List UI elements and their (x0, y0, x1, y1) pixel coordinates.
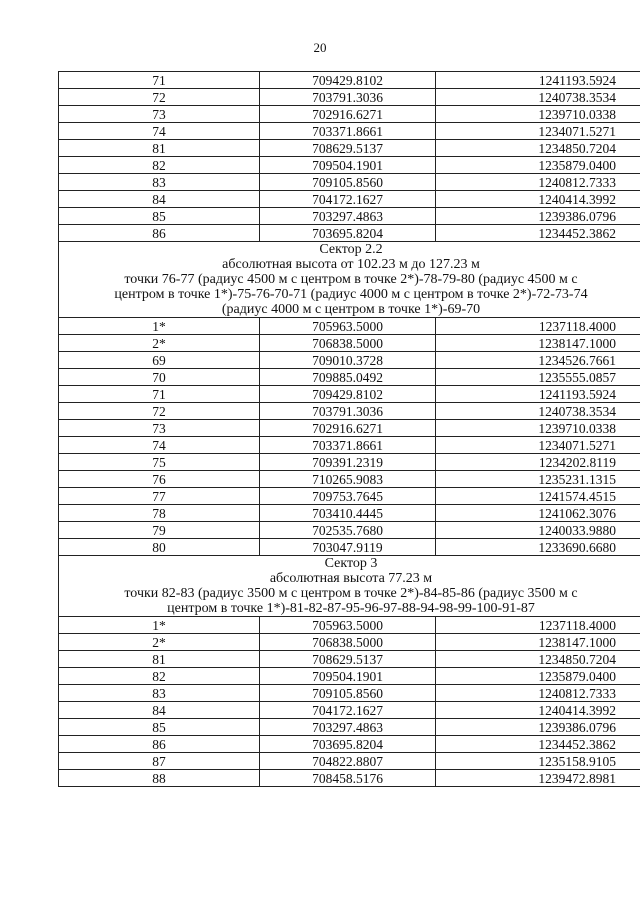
x-coordinate-cell: 703791.3036 (260, 89, 436, 106)
y-coordinate-cell: 1240738.3534 (436, 403, 640, 420)
table-row (59, 539, 640, 556)
y-coordinate-cell: 1234071.5271 (436, 437, 640, 454)
x-coordinate-cell: 705963.5000 (260, 617, 436, 634)
y-coordinate-cell: 1235158.9105 (436, 753, 640, 770)
sector-description-line: центром в точке 1*)-81-82-87-95-96-97-88-94-98-99-100-91-87 (167, 601, 535, 616)
y-coordinate-cell: 1237118.4000 (436, 318, 640, 335)
y-coordinate-cell: 1241193.5924 (436, 72, 640, 89)
table-row (59, 685, 640, 702)
x-coordinate-cell: 709504.1901 (260, 157, 436, 174)
x-coordinate-cell: 710265.9083 (260, 471, 436, 488)
table-row (59, 454, 640, 471)
point-number-cell: 72 (59, 89, 260, 106)
table-row (59, 123, 640, 140)
point-number-cell: 82 (59, 668, 260, 685)
point-number-cell: 71 (59, 386, 260, 403)
table-row (59, 369, 640, 386)
x-coordinate-cell: 708629.5137 (260, 140, 436, 157)
table-row (59, 420, 640, 437)
x-coordinate-cell: 709753.7645 (260, 488, 436, 505)
y-coordinate-cell: 1234202.8119 (436, 454, 640, 471)
table-row (59, 386, 640, 403)
point-number-cell: 72 (59, 403, 260, 420)
x-coordinate-cell: 703410.4445 (260, 505, 436, 522)
y-coordinate-cell: 1238147.1000 (436, 634, 640, 651)
sector-title: Сектор 2.2 (319, 242, 383, 257)
sector-description-line: (радиус 4000 м с центром в точке 1*)-69-70 (221, 302, 481, 317)
table-row (59, 488, 640, 505)
x-coordinate-cell: 709504.1901 (260, 668, 436, 685)
y-coordinate-cell: 1240414.3992 (436, 702, 640, 719)
x-coordinate-cell: 703371.8661 (260, 437, 436, 454)
sector-3-rows (59, 617, 640, 787)
point-number-cell: 88 (59, 770, 260, 787)
point-number-cell: 1* (59, 318, 260, 335)
table-row (59, 72, 640, 89)
point-number-cell: 80 (59, 539, 260, 556)
y-coordinate-cell: 1238147.1000 (436, 335, 640, 352)
x-coordinate-cell: 709010.3728 (260, 352, 436, 369)
y-coordinate-cell: 1235879.0400 (436, 668, 640, 685)
point-number-cell: 71 (59, 72, 260, 89)
x-coordinate-cell: 703695.8204 (260, 736, 436, 753)
table-row (59, 651, 640, 668)
x-coordinate-cell: 706838.5000 (260, 634, 436, 651)
point-number-cell: 76 (59, 471, 260, 488)
point-number-cell: 86 (59, 225, 260, 242)
y-coordinate-cell: 1239710.0338 (436, 106, 640, 123)
point-number-cell: 81 (59, 651, 260, 668)
point-number-cell: 69 (59, 352, 260, 369)
point-number-cell: 84 (59, 702, 260, 719)
x-coordinate-cell: 703695.8204 (260, 225, 436, 242)
sector-header-row (59, 242, 640, 318)
point-number-cell: 73 (59, 420, 260, 437)
sector-header-row (59, 556, 640, 617)
rows-top (59, 72, 640, 242)
x-coordinate-cell: 708629.5137 (260, 651, 436, 668)
point-number-cell: 83 (59, 174, 260, 191)
x-coordinate-cell: 708458.5176 (260, 770, 436, 787)
y-coordinate-cell: 1239386.0796 (436, 208, 640, 225)
table-row (59, 522, 640, 539)
x-coordinate-cell: 706838.5000 (260, 335, 436, 352)
y-coordinate-cell: 1235555.0857 (436, 369, 640, 386)
x-coordinate-cell: 703297.4863 (260, 719, 436, 736)
point-number-cell: 83 (59, 685, 260, 702)
sector-2-2-header (59, 242, 640, 318)
point-number-cell: 74 (59, 123, 260, 140)
sector-header-cell (59, 242, 640, 318)
table-row (59, 106, 640, 123)
sector-header-cell (59, 556, 640, 617)
coordinates-table (58, 71, 640, 787)
table-row (59, 403, 640, 420)
table-row (59, 352, 640, 369)
y-coordinate-cell: 1240033.9880 (436, 522, 640, 539)
point-number-cell: 1* (59, 617, 260, 634)
y-coordinate-cell: 1235879.0400 (436, 157, 640, 174)
y-coordinate-cell: 1234452.3862 (436, 225, 640, 242)
table-row (59, 617, 640, 634)
point-number-cell: 87 (59, 753, 260, 770)
table-row (59, 318, 640, 335)
point-number-cell: 85 (59, 719, 260, 736)
x-coordinate-cell: 704172.1627 (260, 191, 436, 208)
point-number-cell: 70 (59, 369, 260, 386)
sector-title: Сектор 3 (324, 556, 378, 571)
sector-3-header (59, 556, 640, 617)
y-coordinate-cell: 1237118.4000 (436, 617, 640, 634)
y-coordinate-cell: 1233690.6680 (436, 539, 640, 556)
point-number-cell: 81 (59, 140, 260, 157)
point-number-cell: 82 (59, 157, 260, 174)
table-row (59, 335, 640, 352)
table-row (59, 770, 640, 787)
sector-altitude: абсолютная высота от 102.23 м до 127.23 м (222, 257, 480, 272)
table-row (59, 753, 640, 770)
y-coordinate-cell: 1240414.3992 (436, 191, 640, 208)
x-coordinate-cell: 703047.9119 (260, 539, 436, 556)
y-coordinate-cell: 1239386.0796 (436, 719, 640, 736)
point-number-cell: 73 (59, 106, 260, 123)
y-coordinate-cell: 1240738.3534 (436, 89, 640, 106)
point-number-cell: 85 (59, 208, 260, 225)
point-number-cell: 86 (59, 736, 260, 753)
point-number-cell: 74 (59, 437, 260, 454)
table-row (59, 225, 640, 242)
table-row (59, 702, 640, 719)
table-row (59, 437, 640, 454)
sector-description-line: точки 82-83 (радиус 3500 м с центром в точке 2*)-84-85-86 (радиус 3500 м с (124, 586, 578, 601)
y-coordinate-cell: 1239710.0338 (436, 420, 640, 437)
x-coordinate-cell: 709885.0492 (260, 369, 436, 386)
y-coordinate-cell: 1240812.7333 (436, 174, 640, 191)
x-coordinate-cell: 702535.7680 (260, 522, 436, 539)
x-coordinate-cell: 709429.8102 (260, 386, 436, 403)
table-row (59, 505, 640, 522)
y-coordinate-cell: 1235231.1315 (436, 471, 640, 488)
y-coordinate-cell: 1241062.3076 (436, 505, 640, 522)
x-coordinate-cell: 702916.6271 (260, 106, 436, 123)
sector-2-2-rows (59, 318, 640, 556)
x-coordinate-cell: 702916.6271 (260, 420, 436, 437)
y-coordinate-cell: 1234071.5271 (436, 123, 640, 140)
x-coordinate-cell: 703297.4863 (260, 208, 436, 225)
point-number-cell: 84 (59, 191, 260, 208)
point-number-cell: 77 (59, 488, 260, 505)
x-coordinate-cell: 709391.2319 (260, 454, 436, 471)
y-coordinate-cell: 1241574.4515 (436, 488, 640, 505)
table-row (59, 191, 640, 208)
y-coordinate-cell: 1234850.7204 (436, 140, 640, 157)
table-row (59, 140, 640, 157)
y-coordinate-cell: 1234452.3862 (436, 736, 640, 753)
sector-altitude: абсолютная высота 77.23 м (269, 571, 433, 586)
y-coordinate-cell: 1241193.5924 (436, 386, 640, 403)
x-coordinate-cell: 709429.8102 (260, 72, 436, 89)
table-row (59, 719, 640, 736)
point-number-cell: 2* (59, 335, 260, 352)
table-row (59, 634, 640, 651)
x-coordinate-cell: 704822.8807 (260, 753, 436, 770)
x-coordinate-cell: 709105.8560 (260, 174, 436, 191)
point-number-cell: 79 (59, 522, 260, 539)
y-coordinate-cell: 1239472.8981 (436, 770, 640, 787)
table-row (59, 157, 640, 174)
table-row (59, 174, 640, 191)
table-row (59, 668, 640, 685)
x-coordinate-cell: 703791.3036 (260, 403, 436, 420)
table-row (59, 736, 640, 753)
y-coordinate-cell: 1240812.7333 (436, 685, 640, 702)
table-row (59, 89, 640, 106)
x-coordinate-cell: 704172.1627 (260, 702, 436, 719)
sector-description-line: точки 76-77 (радиус 4500 м с центром в точке 2*)-78-79-80 (радиус 4500 м с (124, 272, 578, 287)
y-coordinate-cell: 1234526.7661 (436, 352, 640, 369)
table-row (59, 208, 640, 225)
point-number-cell: 2* (59, 634, 260, 651)
table-row (59, 471, 640, 488)
point-number-cell: 78 (59, 505, 260, 522)
point-number-cell: 75 (59, 454, 260, 471)
x-coordinate-cell: 705963.5000 (260, 318, 436, 335)
x-coordinate-cell: 709105.8560 (260, 685, 436, 702)
page-number: 20 (313, 40, 327, 55)
y-coordinate-cell: 1234850.7204 (436, 651, 640, 668)
x-coordinate-cell: 703371.8661 (260, 123, 436, 140)
sector-description-line: центром в точке 1*)-75-76-70-71 (радиус 4000 м с центром в точке 2*)-72-73-74 (114, 287, 588, 302)
